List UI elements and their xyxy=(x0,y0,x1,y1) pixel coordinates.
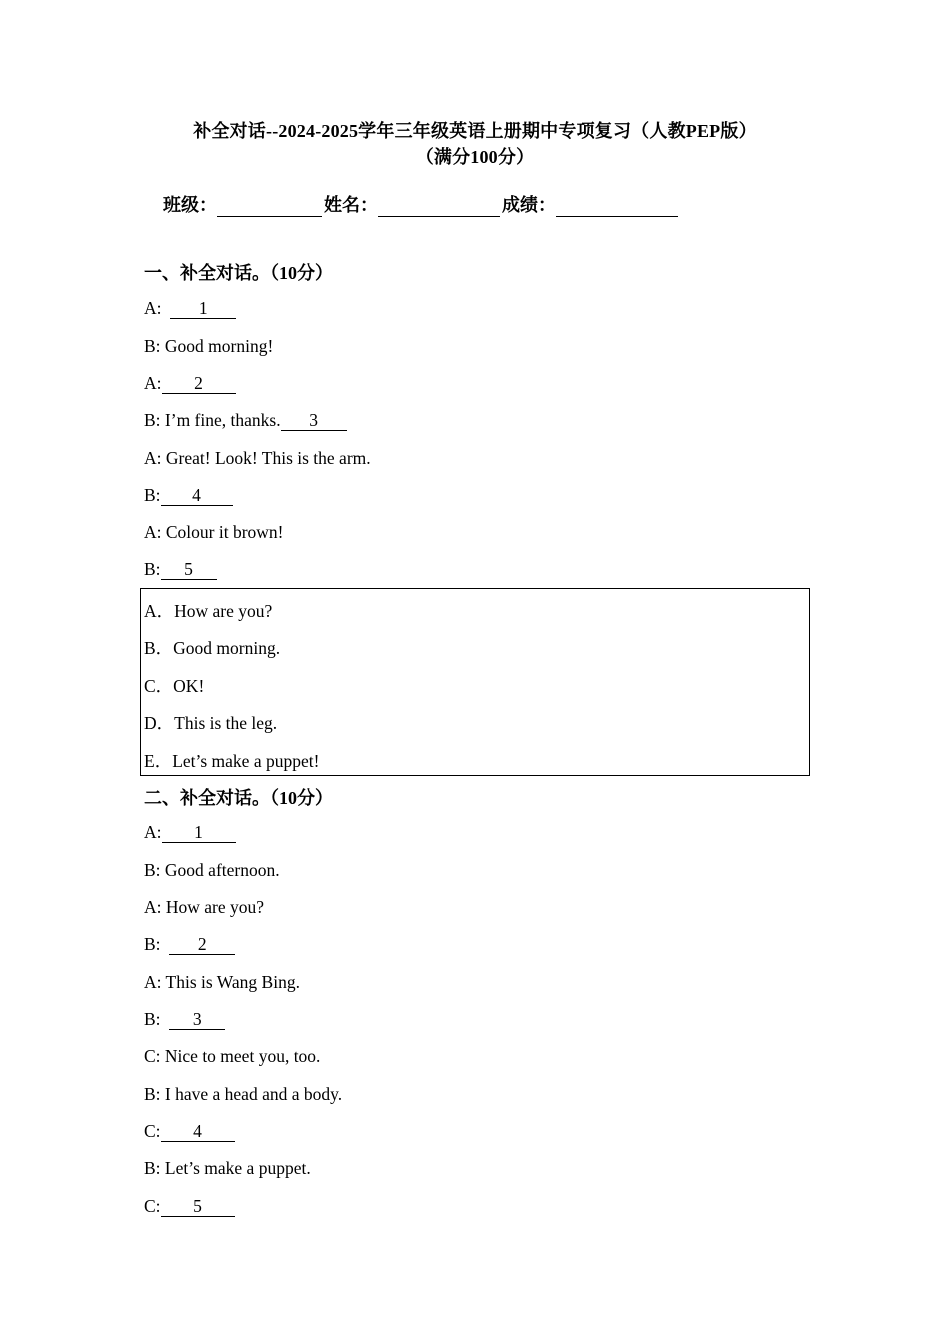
answer-blank[interactable]: 3 xyxy=(169,1010,225,1030)
dialogue-line xyxy=(144,1121,235,1142)
dialogue-line xyxy=(144,298,236,319)
dialogue-text: A: xyxy=(144,822,162,842)
dialogue-text: A: xyxy=(144,373,162,393)
page-title: 补全对话--2024-2025学年三年级英语上册期中专项复习（人教PEP版） xyxy=(193,121,757,141)
dialogue-line xyxy=(144,860,280,881)
option-item: A．How are you? xyxy=(144,601,273,621)
dialogue-line xyxy=(144,897,264,918)
dialogue-line xyxy=(144,1046,320,1067)
dialogue-text: B: xyxy=(144,934,170,954)
dialogue-text: C: xyxy=(144,1196,161,1216)
name-field[interactable] xyxy=(378,196,500,217)
section1-title: 一、补全对话。（10分） xyxy=(144,263,333,283)
answer-blank[interactable]: 2 xyxy=(169,935,235,955)
section1-options-box xyxy=(140,588,810,776)
option-item: E．Let’s make a puppet! xyxy=(144,750,320,771)
dialogue-text: B: I’m fine, thanks. xyxy=(144,410,281,430)
dialogue-text: B: xyxy=(144,559,161,579)
score-label: 成绩： xyxy=(502,195,556,215)
dialogue-text: B: Good morning! xyxy=(144,336,274,356)
dialogue-text: B: I have a head and a body. xyxy=(144,1084,343,1104)
page-subtitle: （满分100分） xyxy=(415,147,535,167)
option-item: B．Good morning. xyxy=(144,638,281,659)
dialogue-text: B: Good afternoon. xyxy=(144,860,280,880)
dialogue-line xyxy=(144,1009,225,1030)
answer-blank[interactable]: 4 xyxy=(161,1122,235,1142)
dialogue-text: C: Nice to meet you, too. xyxy=(144,1046,321,1066)
dialogue-line xyxy=(144,336,273,357)
dialogue-text: A: How are you? xyxy=(144,897,265,917)
answer-blank[interactable]: 1 xyxy=(162,823,236,843)
answer-blank[interactable]: 1 xyxy=(170,299,236,319)
answer-blank[interactable]: 2 xyxy=(162,374,236,394)
student-info-row xyxy=(163,191,680,217)
class-field[interactable] xyxy=(217,196,322,217)
dialogue-line xyxy=(144,1084,342,1105)
option-item: D．This is the leg. xyxy=(144,713,278,734)
dialogue-line xyxy=(144,448,371,469)
dialogue-text: A: Colour it brown! xyxy=(144,522,284,542)
dialogue-line xyxy=(144,972,300,993)
answer-blank[interactable]: 5 xyxy=(161,560,217,580)
answer-blank[interactable]: 5 xyxy=(161,1197,235,1217)
dialogue-line xyxy=(144,522,284,543)
dialogue-line xyxy=(144,1158,311,1179)
score-field[interactable] xyxy=(556,196,678,217)
option-item: C．OK! xyxy=(144,675,205,696)
class-label: 班级： xyxy=(163,195,217,215)
dialogue-text: B: xyxy=(144,485,161,505)
dialogue-text: C: xyxy=(144,1121,161,1141)
dialogue-line xyxy=(144,373,236,394)
dialogue-text: A: xyxy=(144,298,171,318)
section2-title: 二、补全对话。（10分） xyxy=(144,788,333,808)
name-label: 姓名： xyxy=(324,195,378,215)
dialogue-line xyxy=(144,1196,235,1217)
answer-blank[interactable]: 4 xyxy=(161,486,233,506)
dialogue-text: A: Great! Look! This is the arm. xyxy=(144,448,371,468)
dialogue-text: B: Let’s make a puppet. xyxy=(144,1158,311,1178)
dialogue-line xyxy=(144,559,217,580)
dialogue-line xyxy=(144,485,233,506)
dialogue-text: A: This is Wang Bing. xyxy=(144,972,300,992)
answer-blank[interactable]: 3 xyxy=(281,411,347,431)
dialogue-line xyxy=(144,410,347,431)
dialogue-line xyxy=(144,934,235,955)
dialogue-line xyxy=(144,822,236,843)
dialogue-text: B: xyxy=(144,1009,170,1029)
